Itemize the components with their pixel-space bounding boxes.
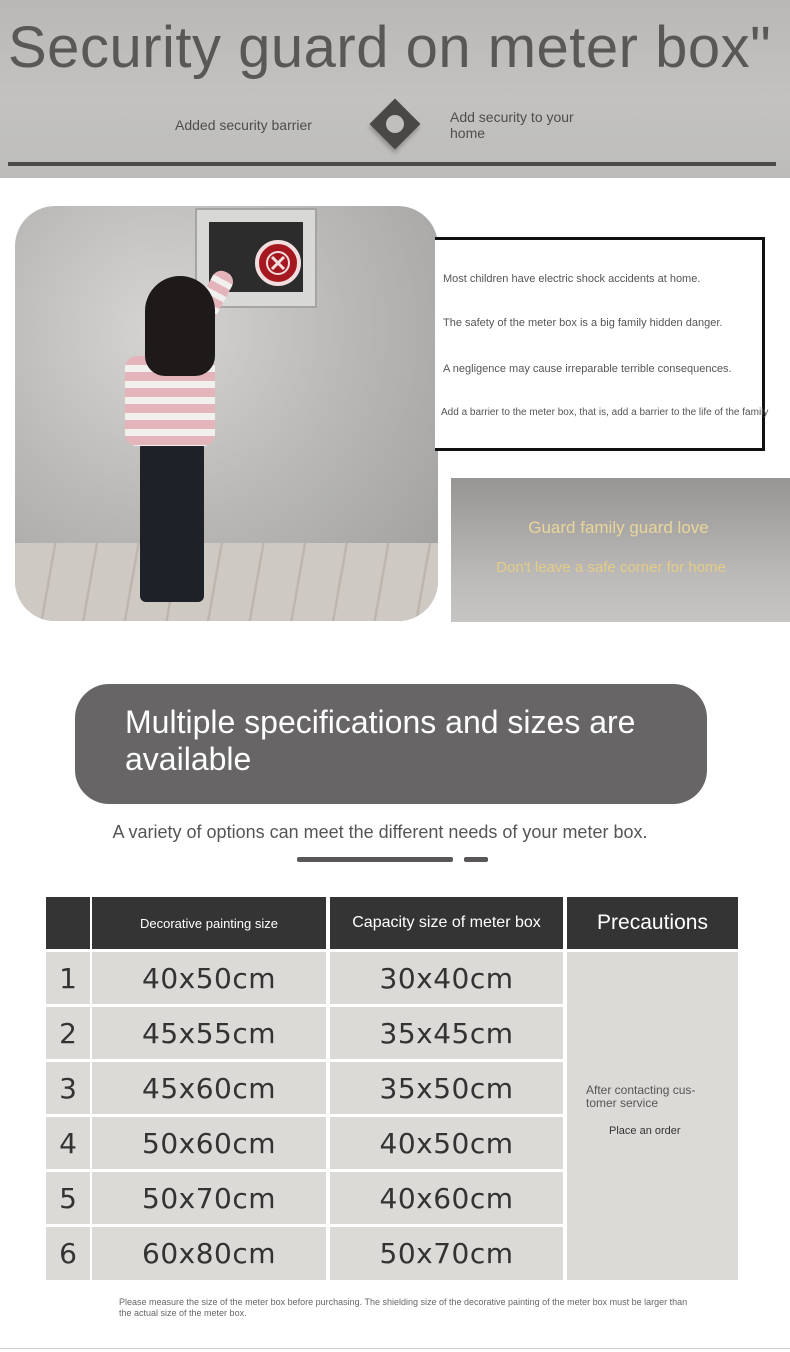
table-header-painting-size: Decorative painting size: [92, 897, 326, 949]
table-cell-painting-size: 50x70cm: [92, 1172, 326, 1224]
table-cell-capacity-size: 35x50cm: [330, 1062, 563, 1114]
table-header-precautions: Precautions: [567, 897, 738, 949]
table-cell-precautions: [567, 952, 738, 1280]
table-row-number: 1: [46, 952, 90, 1004]
guard-subtitle: Don't leave a safe corner for home: [496, 559, 726, 576]
girl-legs: [140, 442, 204, 602]
diamond-icon: [370, 99, 421, 150]
table-cell-painting-size: 40x50cm: [92, 952, 326, 1004]
notice-line-1: Most children have electric shock accidents at home.: [443, 273, 701, 285]
notice-line-4: Add a barrier to the meter box, that is, add a barrier to the life of the family: [441, 407, 769, 418]
table-row-number: 5: [46, 1172, 90, 1224]
wood-floor: [15, 543, 438, 621]
warning-icon: [255, 240, 301, 286]
banner-title: Security guard on meter box": [8, 15, 772, 80]
notice-line-2: The safety of the meter box is a big family hidden danger.: [443, 317, 723, 329]
notice-box: [435, 237, 769, 451]
table-cell-capacity-size: 40x50cm: [330, 1117, 563, 1169]
table-row-number: 3: [46, 1062, 90, 1114]
bottom-divider: [0, 1348, 790, 1349]
table-cell-capacity-size: 30x40cm: [330, 952, 563, 1004]
banner-left-caption: Added security barrier: [175, 117, 312, 133]
table-cell-painting-size: 45x55cm: [92, 1007, 326, 1059]
banner-divider: [8, 162, 776, 166]
footnote: Please measure the size of the meter box before purchasing. The shielding size of the decorative painting of the meter box must be larger than the actual size of the meter box.: [119, 1297, 688, 1318]
table-cell-painting-size: 50x60cm: [92, 1117, 326, 1169]
top-banner: [0, 0, 790, 178]
table-cell-capacity-size: 35x45cm: [330, 1007, 563, 1059]
spec-subtitle: A variety of options can meet the different needs of your meter box.: [112, 822, 648, 842]
precaution-contact-text: After contacting cus-tomer service: [586, 1083, 696, 1110]
table-cell-capacity-size: 50x70cm: [330, 1227, 563, 1280]
table-header-capacity-size: Capacity size of meter box: [330, 897, 563, 949]
notice-line-3: A negligence may cause irreparable terrible consequences.: [443, 363, 732, 375]
spec-title: Multiple specifications and sizes are available: [125, 704, 636, 777]
table-header-index: [46, 897, 90, 949]
table-row-number: 4: [46, 1117, 90, 1169]
table-row-number: 2: [46, 1007, 90, 1059]
guard-title: Guard family guard love: [528, 518, 709, 537]
precaution-order-text: Place an order: [609, 1125, 681, 1137]
banner-right-caption: Add security to your home: [450, 109, 574, 141]
table-row-number: 6: [46, 1227, 90, 1280]
girl-meter-box-photo: [15, 206, 438, 621]
decorative-bar-short: [464, 857, 488, 862]
girl-hair: [145, 276, 215, 376]
table-cell-capacity-size: 40x60cm: [330, 1172, 563, 1224]
guard-panel: [451, 478, 790, 622]
table-cell-painting-size: 60x80cm: [92, 1227, 326, 1280]
table-cell-painting-size: 45x60cm: [92, 1062, 326, 1114]
spec-heading-pill: [75, 684, 707, 804]
decorative-bar: [297, 857, 453, 862]
